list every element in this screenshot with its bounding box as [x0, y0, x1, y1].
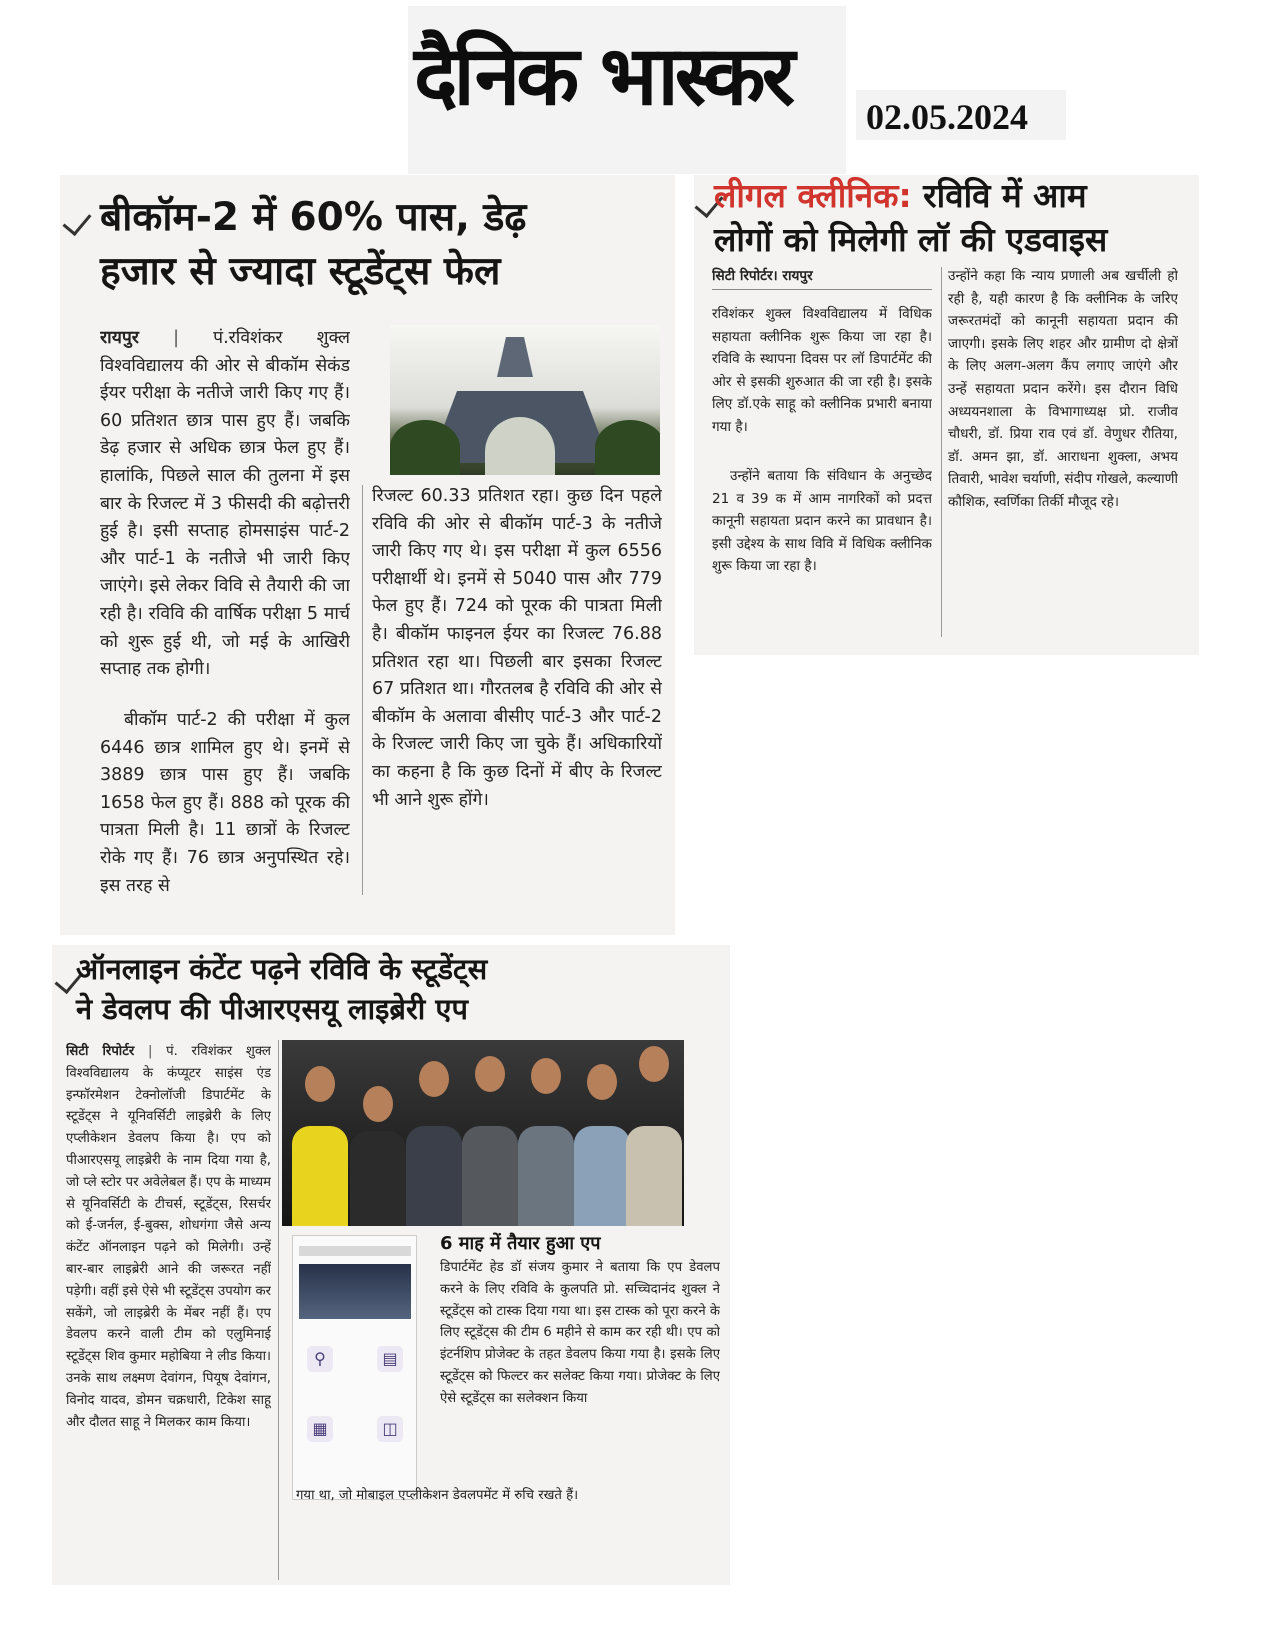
column-divider: [362, 485, 363, 895]
article3-headline-line1: ऑनलाइन कंटेंट पढ़ने रविवि के स्टूडेंट्स: [76, 952, 488, 986]
column-divider: [278, 1040, 279, 1580]
article1-headline-line1: बीकॉम-2 में 60% पास, डेढ़: [100, 195, 527, 240]
document-icon: ▦: [307, 1416, 333, 1442]
article1-column1: रायपुर | पं.रविशंकर शुक्ल विश्वविद्यालय की ओर से बीकॉम सेकंड ईयर परीक्षा के नतीजे जारी किए गए हैं। 60 प्रतिशत छात्र पास हुए हैं। जबकि डेढ़ हजार से अधिक छात्र फेल हुए हैं। हालांकि, पिछले साल की तुलना में इस बार के रिजल्ट में 3 फीसदी की बढ़ोत्तरी हुई है। इसी सप्ताह होमसाइंस पार्ट-2 और पार्ट-1 के नतीजे भी जारी किए जाएंगे। इसे लेकर विवि से तैयारी की जा रही है। रविवि की वार्षिक परीक्षा 5 मार्च को शुरू हुई थी, जो मई के आखिरी सप्ताह तक होगी।: [100, 328, 350, 680]
article3-subheading: 6 माह में तैयार हुआ एप: [440, 1233, 601, 1254]
article3-column2-tail: गया था, जो मोबाइल एप्लीकेशन डेवलपमेंट में रुचि रखते हैं।: [296, 1488, 579, 1503]
article3-col1-text: पं. रविशंकर शुक्ल विश्वविद्यालय के कंप्यूटर साइंस एंड इन्फॉरमेशन टेक्नोलॉजी डिपार्टमेंट के स्टूडेंट्स ने यूनिवर्सिटी लाइब्रेरी के लिए एप्लीकेशन डेवलप किया है। एप को पीआरएसयू लाइब्रेरी के नाम दिया गया है, जो प्ले स्टोर पर अवेलेबल हैं। एप के माध्यम से यूनिवर्सिटी के टीचर्स, स्टूडेंट्स, रिसर्चर को ई-जर्नल, ई-बुक्स, शोधगंगा जैसे अन्य कंटेंट ऑनलाइन पढ़ने को मिलेगी। उन्हें बार-बार लाइब्रेरी आने की जरूरत नहीं पड़ेगी। वहीं इसे ऐसे भी स्टूडेंट्स उपयोग कर सकेंगे, जो लाइब्रेरी के मेंबर नहीं हैं। एप डेवलप करने वाली टीम को एलुमिनाई स्टूडेंट्स शिव कुमार महोबिया ने लीड किया। उनके साथ लक्ष्मण देवांगन, पियूष देवांगन, विनोद यादव, डोमन चक्रधारी, टिकेश साहू और दौलत साहू ने मिलकर काम किया।: [66, 1044, 271, 1430]
article1-col1-text: पं.रविशंकर शुक्ल विश्वविद्यालय की ओर से बीकॉम सेकंड ईयर परीक्षा के नतीजे जारी किए गए हैं। 60 प्रतिशत छात्र पास हुए हैं। जबकि डेढ़ हजार से अधिक छात्र फेल हुए हैं। हालांकि, पिछले साल की तुलना में इस बार के रिजल्ट में 3 फीसदी की बढ़ोत्तरी हुई है। इसी सप्ताह होमसाइंस पार्ट-2 और पार्ट-1 के नतीजे भी जारी किए जाएंगे। इसे लेकर विवि से तैयारी की जा रही है। रविवि की वार्षिक परीक्षा 5 मार्च को शुरू हुई थी, जो मई के आखिरी सप्ताह तक होगी।: [100, 328, 350, 680]
article-legal-clinic: [694, 175, 1199, 655]
masthead: [408, 6, 846, 174]
article1-column1b: बीकॉम पार्ट-2 की परीक्षा में कुल 6446 छात्र शामिल हुए थे। इनमें से 3889 छात्र पास हुए हैं। जबकि 1658 फेल हुए हैं। 888 को पूरक की पात्रता मिली है। 11 छात्रों के रिजल्ट रोके गए हैं। 76 छात्र अनुपस्थित रहे। इस तरह से: [100, 710, 350, 896]
article3-column1: सिटी रिपोर्टर | पं. रविशंकर शुक्ल विश्वविद्यालय के कंप्यूटर साइंस एंड इन्फॉरमेशन टेक्नोलॉजी डिपार्टमेंट के स्टूडेंट्स ने यूनिवर्सिटी लाइब्रेरी के लिए एप्लीकेशन डेवलप किया है। एप को पीआरएसयू लाइब्रेरी के नाम दिया गया है, जो प्ले स्टोर पर अवेलेबल हैं। एप के माध्यम से यूनिवर्सिटी के टीचर्स, स्टूडेंट्स, रिसर्चर को ई-जर्नल, ई-बुक्स, शोधगंगा जैसे अन्य कंटेंट ऑनलाइन पढ़ने को मिलेगी। उन्हें बार-बार लाइब्रेरी आने की जरूरत नहीं पड़ेगी। वहीं इसे ऐसे भी स्टूडेंट्स उपयोग कर सकेंगे, जो लाइब्रेरी के मेंबर नहीं हैं। एप डेवलप करने वाली टीम को एलुमिनाई स्टूडेंट्स शिव कुमार महोबिया ने लीड किया। उनके साथ लक्ष्मण देवांगन, पियूष देवांगन, विनोद यादव, डोमन चक्रधारी, टिकेश साहू और दौलत साहू ने मिलकर काम किया।: [66, 1044, 271, 1430]
article2-column1b: उन्होंने बताया कि संविधान के अनुच्छेद 21 व 39 क में आम नागरिकों को प्रदत्त कानूनी सहायता प्रदान करने का प्रावधान है। इसी उद्देश्य के साथ विवि में विधिक क्लीनिक शुरू किया जा रहा है।: [712, 468, 932, 575]
newspaper-logo: दैनिक भास्कर: [414, 29, 792, 124]
article2-headline-line1: [714, 175, 1087, 217]
book-icon: ▤: [377, 1346, 403, 1372]
article2-dateline: सिटी रिपोर्टर। रायपुर: [712, 268, 813, 284]
date-box: [856, 90, 1066, 140]
database-icon: ◫: [377, 1416, 403, 1442]
app-banner-image: [299, 1264, 411, 1319]
app-screenshot: [292, 1235, 417, 1500]
article2-headline-line2: लोगों को मिलेगी लॉ की एडवाइस: [714, 220, 1108, 259]
issue-date: 02.05.2024: [866, 97, 1028, 137]
check-mark-icon: [63, 206, 92, 236]
article2-column1: रविशंकर शुक्ल विश्वविद्यालय में विधिक सहायता क्लीनिक शुरू किया जा रहा है। रविवि के स्थापना दिवस पर लॉ डिपार्टमेंट की ओर से इसकी शुरुआत की जा रही है। इसके लिए डॉ.एके साहू को क्लीनिक प्रभारी बनाया गया है।: [712, 306, 932, 435]
search-icon: ⚲: [307, 1346, 333, 1372]
dateline-rule: [712, 289, 932, 290]
article3-dateline: सिटी रिपोर्टर: [66, 1044, 135, 1059]
article-library-app: [52, 945, 730, 1585]
article3-column2: डिपार्टमेंट हेड डॉ संजय कुमार ने बताया कि एप डेवलप करने के लिए रविवि के कुलपति प्रो. सच्चिदानंद शुक्ल ने स्टूडेंट्स को टास्क दिया गया था। इस टास्क को पूरा करने के लिए स्टूडेंट्स की टीम 6 महीने से काम कर रही थी। एप को इंटर्नशिप प्रोजेक्ट के तहत डेवलप किया गया है। इसके लिए स्टूडेंट्स को फिल्टर कर सलेक्ट किया गया। प्रोजेक्ट के लिए ऐसे स्टूडेंट्स का सलेक्शन किया: [440, 1260, 720, 1406]
headline-black-text: रविवि में आम: [923, 176, 1087, 215]
article-bcom-results: [60, 175, 675, 935]
article1-headline-line2: हजार से ज्यादा स्टूडेंट्स फेल: [100, 249, 501, 294]
headline-red-label: लीगल क्लीनिक:: [714, 176, 912, 215]
article2-column2: उन्होंने कहा कि न्याय प्रणाली अब खर्चीली हो रही है, यही कारण है कि क्लीनिक के जरिए जरूरतमंदों को कानूनी सहायता प्रदान की जाएगी। इसके लिए शहर और ग्रामीण दो क्षेत्रों के लिए अलग-अलग कैंप लगाए जाएंगे और उन्हें सहायता प्रदान करेंगे। इस दौरान विधि अध्ययनशाला के विभागाध्यक्ष प्रो. राजीव चौधरी, डॉ. प्रिया राव एवं डॉ. वेणुधर रौतिया, डॉ. अमन झा, डॉ. आराधना शुक्ला, अभय तिवारी, भावेश चर्याणी, संदीप गोखले, कल्याणी कौशिक, स्वर्णिका तिर्की मौजूद रहे।: [948, 268, 1178, 510]
student-team-photo: [282, 1040, 684, 1226]
article1-dateline: रायपुर: [100, 328, 139, 348]
university-gate-photo: [390, 325, 660, 475]
article3-headline-line2: ने डेवलप की पीआरएसयू लाइब्रेरी एप: [76, 992, 468, 1026]
column-divider: [941, 267, 942, 637]
article1-column2: रिजल्ट 60.33 प्रतिशत रहा। कुछ दिन पहले रविवि की ओर से बीकॉम पार्ट-3 के नतीजे जारी किए गए थे। इस परीक्षा में कुल 6556 परीक्षार्थी थे। इनमें से 5040 पास और 779 फेल हुए हैं। 724 को पूरक की पात्रता मिली है। बीकॉम फाइनल ईयर का रिजल्ट 76.88 प्रतिशत रहा था। पिछली बार इसका रिजल्ट 67 प्रतिशत था। गौरतलब है रविवि की ओर से बीकॉम के अलावा बीसीए पार्ट-3 और पार्ट-2 के रिजल्ट जारी किए जा चुके हैं। अधिकारियों का कहना है कि कुछ दिनों में बीए के रिजल्ट भी आने शुरू होंगे।: [372, 486, 662, 810]
